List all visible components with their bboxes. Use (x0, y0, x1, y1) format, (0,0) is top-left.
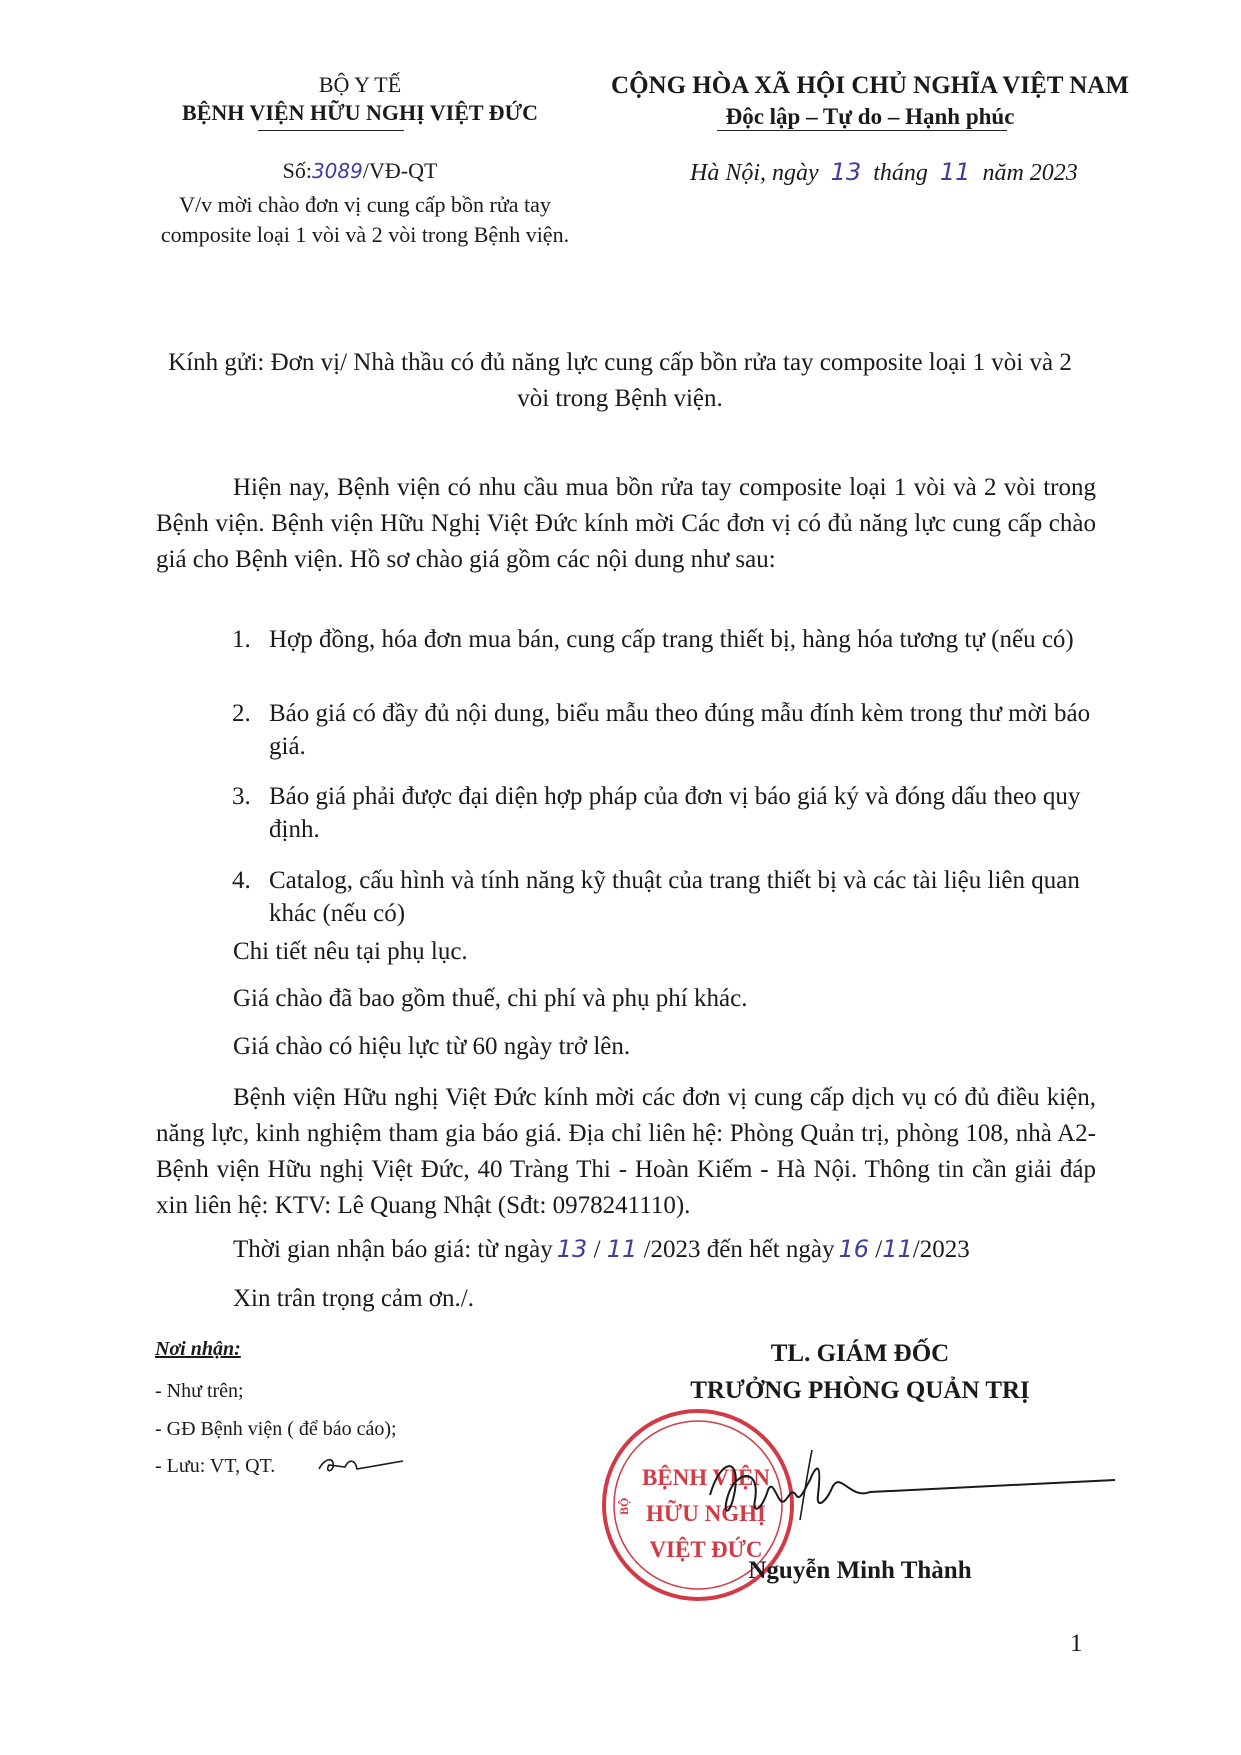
hospital-name: BỆNH VIỆN HỮU NGHỊ VIỆT ĐỨC (182, 100, 538, 125)
receive-time-line (233, 1235, 970, 1264)
header-left-divider (258, 130, 404, 131)
date-separator: / (593, 1236, 601, 1263)
date-month-label: tháng (873, 160, 928, 186)
appendix-note: Chi tiết nêu tại phụ lục. (233, 938, 468, 965)
requirement-item (232, 780, 1102, 846)
to-month-handwritten: 11 (882, 1235, 913, 1263)
requirement-number: 4. (232, 867, 251, 894)
signature-role: TRƯỞNG PHÒNG QUẢN TRỊ (690, 1377, 1030, 1404)
stamp-side-text: BỘ (617, 1497, 631, 1515)
closing-line: Xin trân trọng cảm ơn./. (233, 1285, 474, 1312)
recipients-item: - Như trên; (155, 1380, 244, 1402)
date-separator: / (875, 1236, 883, 1263)
document-number-prefix: Số: (282, 158, 312, 183)
from-day-handwritten: 13 (556, 1235, 588, 1263)
requirement-number: 3. (232, 783, 251, 810)
stamp-line-1: BỆNH VIỆN (641, 1465, 771, 1490)
signature-title: TL. GIÁM ĐỐC (770, 1340, 950, 1367)
document-date (690, 158, 1170, 187)
requirement-item (232, 697, 1102, 763)
document-number-suffix: /VĐ-QT (362, 158, 438, 183)
document-number (150, 158, 570, 184)
to-year: /2023 (912, 1236, 970, 1263)
signer-name: Nguyễn Minh Thành (748, 1557, 972, 1584)
stamp-line-2: HỮU NGHỊ (646, 1501, 766, 1526)
document-number-handwritten: 3089 (311, 159, 363, 183)
requirement-text: Báo giá có đầy đủ nội dung, biểu mẫu theo đúng mẫu đính kèm trong thư mời báo giá. (269, 700, 1091, 760)
initials-mark (315, 1453, 405, 1479)
nation-title: CỘNG HÒA XÃ HỘI CHỦ NGHĨA VIỆT NAM (611, 72, 1129, 99)
header-right-divider (717, 130, 1007, 131)
date-prefix: Hà Nội, ngày (690, 160, 819, 186)
price-note: Giá chào đã bao gồm thuế, chi phí và phụ phí khác. (233, 985, 748, 1012)
date-year: năm 2023 (982, 160, 1078, 186)
recipients-title: Nơi nhận: (155, 1338, 241, 1360)
requirement-text: Catalog, cấu hình và tính năng kỹ thuật của trang thiết bị và các tài liệu liên quan khác (nếu có) (269, 867, 1080, 927)
from-year: /2023 đến hết ngày (643, 1236, 835, 1263)
intro-paragraph: Hiện nay, Bệnh viện có nhu cầu mua bồn rửa tay composite loại 1 vòi và 2 vòi trong Bệnh viện. Bệnh viện Hữu Nghị Việt Đức kính mời Các đơn vị có đủ năng lực cung cấp chào giá cho Bệnh viện. Hồ sơ chào giá gồm các nội dung như sau: (156, 474, 1096, 573)
recipients-item: - Lưu: VT, QT. (155, 1455, 276, 1477)
document-subject: V/v mời chào đơn vị cung cấp bồn rửa tay composite loại 1 vòi và 2 vòi trong Bệnh viện. (160, 192, 570, 247)
recipients-item: - GĐ Bệnh viện ( để báo cáo); (155, 1418, 397, 1440)
page-number: 1 (1070, 1630, 1083, 1657)
motto: Độc lập – Tự do – Hạnh phúc (725, 104, 1015, 129)
requirement-item (232, 623, 1102, 656)
recipient-line: Kính gửi: Đơn vị/ Nhà thầu có đủ năng lực cung cấp bồn rửa tay composite loại 1 vòi và 2 vòi trong Bệnh viện. (168, 349, 1072, 412)
to-day-handwritten: 16 (838, 1235, 870, 1263)
requirement-item (232, 864, 1102, 930)
date-day-handwritten: 13 (830, 158, 862, 186)
date-month-handwritten: 11 (939, 158, 971, 186)
requirement-number: 2. (232, 700, 251, 727)
requirement-number: 1. (232, 626, 251, 653)
requirement-text: Hợp đồng, hóa đơn mua bán, cung cấp trang thiết bị, hàng hóa tương tự (nếu có) (269, 626, 1074, 653)
ministry-name: BỘ Y TẾ (318, 72, 402, 97)
requirement-text: Báo giá phải được đại diện hợp pháp của đơn vị báo giá ký và đóng dấu theo quy định. (269, 783, 1081, 843)
handwritten-signature (700, 1440, 1120, 1550)
from-month-handwritten: 11 (606, 1235, 638, 1263)
invitation-paragraph: Bệnh viện Hữu nghị Việt Đức kính mời các đơn vị cung cấp dịch vụ có đủ điều kiện, năng lực, kinh nghiệm tham gia báo giá. Địa chỉ liên hệ: Phòng Quản trị, phòng 108, nhà A2- Bệnh viện Hữu nghị Việt Đức, 40 Tràng Thi - Hoàn Kiếm - Hà Nội. Thông tin cần giải đáp xin liên hệ: KTV: Lê Quang Nhật (Sđt: 0978241110). (156, 1084, 1096, 1219)
receive-time-prefix: Thời gian nhận báo giá: từ ngày (233, 1236, 553, 1263)
validity-note: Giá chào có hiệu lực từ 60 ngày trở lên. (233, 1033, 631, 1060)
stamp-line-3: VIỆT ĐỨC (649, 1537, 763, 1562)
